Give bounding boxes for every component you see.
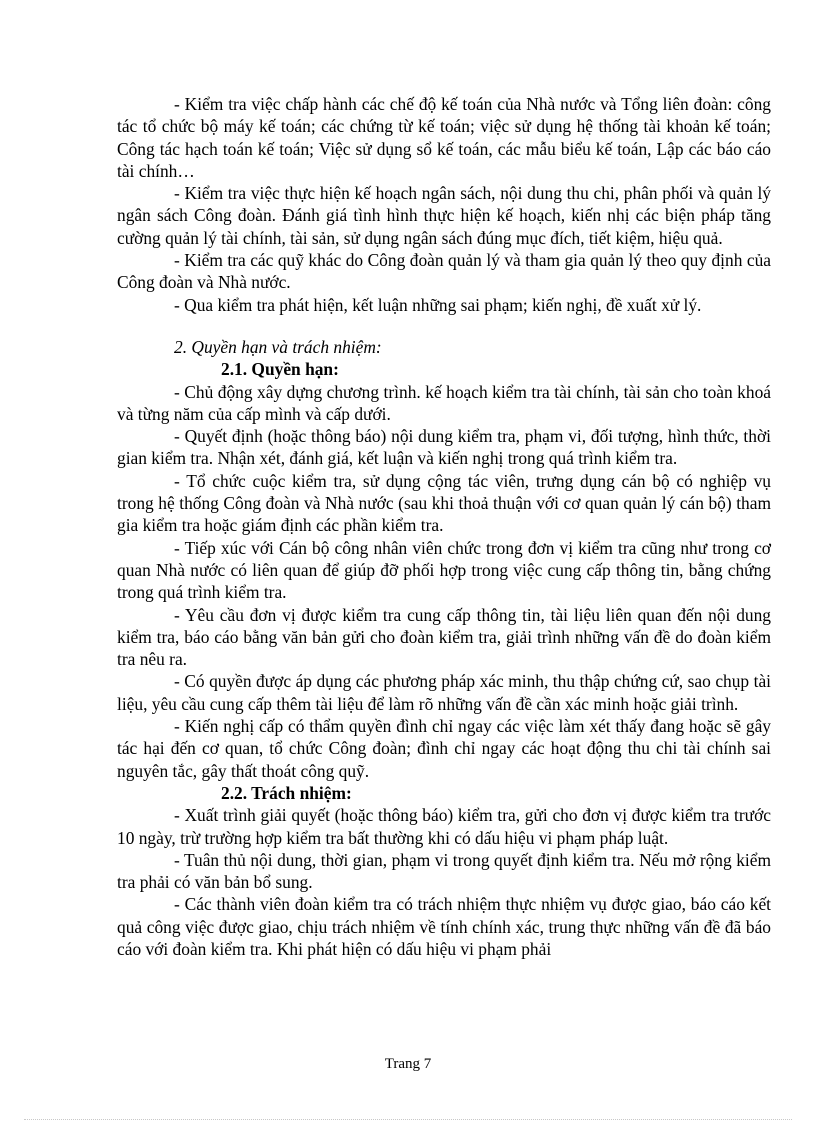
page-bottom-divider xyxy=(24,1119,792,1120)
paragraph: - Xuất trình giải quyết (hoặc thông báo) kiểm tra, gửi cho đơn vị được kiểm tra trước 10 ngày, trừ trường hợp kiểm tra bất thường khi có dấu hiệu vi phạm pháp luật. xyxy=(117,805,771,848)
subsection-title-rights: 2.1. Quyền hạn: xyxy=(221,359,339,380)
paragraph: - Tuân thủ nội dung, thời gian, phạm vi trong quyết định kiểm tra. Nếu mở rộng kiểm tra phải có văn bản bổ sung. xyxy=(117,849,771,893)
paragraph: - Kiểm tra các quỹ khác do Công đoàn quản lý và tham gia quản lý theo quy định của Công đoàn và Nhà nước. xyxy=(117,250,771,293)
page-number: Trang 7 xyxy=(384,1056,432,1072)
paragraph: - Chủ động xây dựng chương trình. kế hoạch kiểm tra tài chính, tài sản cho toàn khoá và từng năm của cấp mình và cấp dưới. xyxy=(117,381,771,424)
paragraph: - Có quyền được áp dụng các phương pháp xác minh, thu thập chứng cứ, sao chụp tài liệu, yêu cầu cung cấp thêm tài liệu để làm rõ những vấn đề cần xác minh hoặc giải trình. xyxy=(117,671,771,714)
paragraph: - Qua kiểm tra phát hiện, kết luận những sai phạm; kiến nghị, đề xuất xử lý. xyxy=(174,294,702,315)
subsection-title-responsibilities: 2.2. Trách nhiệm: xyxy=(221,782,352,803)
paragraph: - Các thành viên đoàn kiểm tra có trách nhiệm thực nhiệm vụ được giao, báo cáo kết quả công việc được giao, chịu trách nhiệm về tính chính xác, trung thực những vấn đề đã báo cáo với đoàn kiểm tra. Khi phát hiện có dấu hiệu vi phạm phải xyxy=(117,894,771,959)
paragraph: - Kiến nghị cấp có thẩm quyền đình chỉ ngay các việc làm xét thấy đang hoặc sẽ gây tác hại đến cơ quan, tổ chức Công đoàn; đình chỉ ngay các hoạt động thu chi tài chính sai nguyên tắc, gây thất thoát công quỹ. xyxy=(117,716,771,781)
paragraph: - Kiểm tra việc chấp hành các chế độ kế toán của Nhà nước và Tổng liên đoàn: công tác tổ chức bộ máy kế toán; các chứng từ kế toán; việc sử dụng hệ thống tài khoản kế toán; Công tác hạch toán kế toán; Việc sử dụng sổ kế toán, các mẫu biểu kế toán, Lập các báo cáo tài chính… xyxy=(117,94,771,181)
paragraph: - Kiểm tra việc thực hiện kế hoạch ngân sách, nội dung thu chi, phân phối và quản lý ngân sách Công đoàn. Đánh giá tình hình thực hiện kế hoạch, kiến nhị các biện pháp tăng cường quản lý tài chính, tài sản, sử dụng ngân sách đúng mục đích, tiết kiệm, hiệu quả. xyxy=(117,183,771,248)
document-body xyxy=(117,93,771,960)
paragraph: - Yêu cầu đơn vị được kiểm tra cung cấp thông tin, tài liệu liên quan đến nội dung kiểm tra, báo cáo bằng văn bản gửi cho đoàn kiểm tra, giải trình những vấn đề do đoàn kiểm tra nêu ra. xyxy=(117,604,771,670)
section-heading: 2. Quyền hạn và trách nhiệm: xyxy=(174,336,382,357)
paragraph: - Tổ chức cuộc kiểm tra, sử dụng cộng tác viên, trưng dụng cán bộ có nghiệp vụ trong hệ thống Công đoàn và Nhà nước (sau khi thoả thuận với cơ quan quản lý cán bộ) tham gia kiểm tra hoặc giám định các phần kiểm tra. xyxy=(117,470,771,536)
paragraph: - Tiếp xúc với Cán bộ công nhân viên chức trong đơn vị kiểm tra cũng như trong cơ quan Nhà nước có liên quan để giúp đỡ phối hợp trong việc cung cấp thông tin, bằng chứng trong quá trình kiểm tra. xyxy=(117,537,771,603)
paragraph: - Quyết định (hoặc thông báo) nội dung kiểm tra, phạm vi, đối tượng, hình thức, thời gian kiểm tra. Nhận xét, đánh giá, kết luận và kiến nghị trong quá trình kiểm tra. xyxy=(117,426,771,469)
